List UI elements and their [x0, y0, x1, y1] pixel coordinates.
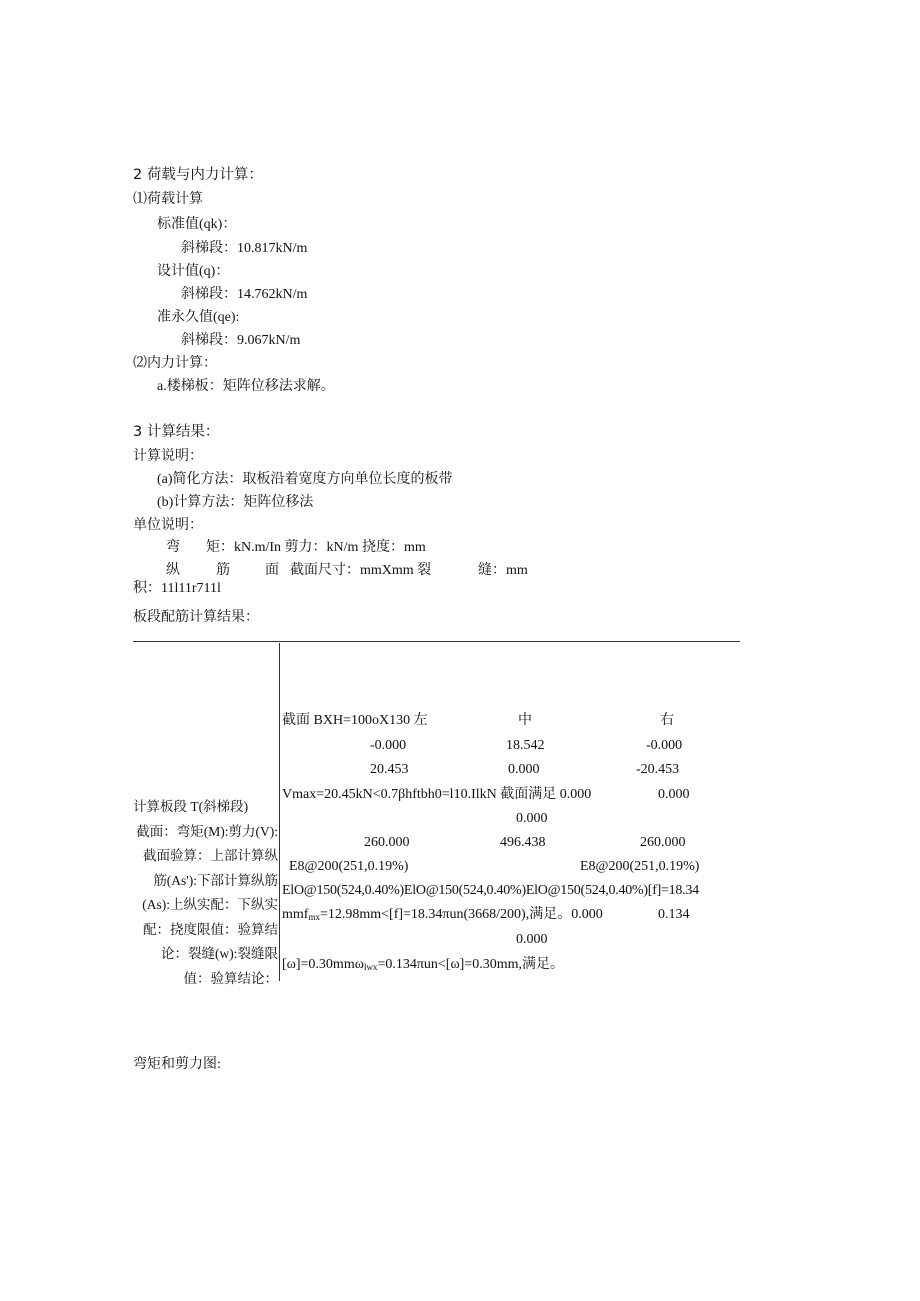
quasi-permanent-label: 准永久值(qe): [157, 310, 240, 325]
section-check: Vmax=20.45kN<0.7βhftbh0=l10.IlkN 截面满足 0.000 [282, 787, 592, 802]
moment-shear-diagram-label: 弯矩和剪力图: [133, 1057, 221, 1072]
moment-left: -0.000 [370, 738, 407, 753]
internal-force-method: a.楼梯板：矩阵位移法求解。 [157, 379, 335, 394]
crack-text-a: [ω]=0.30mmω [282, 957, 364, 972]
unit-line-3: 积：11l11r711l [133, 581, 221, 596]
crack-width-right: 0.134 [658, 907, 690, 922]
unit-line-2b: 筋 [216, 563, 230, 578]
design-value: 斜梯段：14.762kN/m [181, 287, 308, 302]
unit-line-2d: 截面尺寸：mmXmm 裂 [290, 563, 432, 578]
calc-method: (b)计算方法：矩阵位移法 [157, 495, 314, 510]
crack-subscript: lwx [363, 962, 378, 972]
row-label: 值：验算结论： [183, 970, 278, 986]
unit-line-1a: 弯 [166, 540, 180, 555]
top-calc-mid: 0.000 [516, 811, 548, 826]
section-size-header: 截面 BXH=100oX130 左 [282, 713, 428, 728]
col-mid-header: 中 [518, 713, 532, 728]
standard-value-label: 标准值(qk)： [157, 217, 237, 232]
internal-force-title: ⑵内力计算： [133, 356, 217, 371]
row-label: 截面验算：上部计算纵 [143, 848, 278, 863]
deflection-check [282, 906, 603, 926]
top-calc-right: 0.000 [658, 787, 690, 802]
quasi-permanent-value: 斜梯段：9.067kN/m [181, 333, 301, 348]
shear-right: -20.453 [636, 762, 680, 777]
shear-left: 20.453 [370, 762, 409, 777]
unit-line-1b: 矩：kN.m/In 剪力：kN/m 挠度：mm [206, 540, 426, 555]
table-title: 板段配筋计算结果： [133, 610, 259, 625]
bottom-rebar-row: ElO@150(524,0.40%)ElO@150(524,0.40%)ElO@150(524,0.40%)[f]=18.34 [282, 883, 699, 898]
unit-note-label: 单位说明： [133, 518, 203, 533]
bottom-calc-right: 260.000 [640, 835, 686, 850]
row-label: 配：挠度限值：验算结 [143, 921, 278, 937]
unit-line-2c: 面 [265, 563, 279, 578]
moment-right: -0.000 [646, 738, 683, 753]
section-2-heading: 2 荷载与内力计算： [133, 167, 263, 183]
calc-note-label: 计算说明： [133, 449, 203, 464]
unit-line-2a: 纵 [166, 563, 180, 578]
section-3-heading: 3 计算结果： [133, 424, 220, 440]
crack-check [282, 956, 564, 976]
table-top-rule [133, 641, 740, 642]
moment-mid: 18.542 [506, 738, 545, 753]
standard-value: 斜梯段：10.817kN/m [181, 241, 308, 256]
top-rebar-right: E8@200(251,0.19%) [580, 859, 700, 874]
top-rebar-left: E8@200(251,0.19%) [289, 859, 409, 874]
simplify-method: (a)简化方法：取板沿着宽度方向单位长度的板带 [157, 472, 453, 487]
bottom-calc-mid: 496.438 [500, 835, 546, 850]
row-label: (As):上纵实配：下纵实 [142, 897, 278, 912]
design-value-label: 设计值(q)： [157, 264, 230, 279]
row-label: 截面：弯矩(M):剪力(V): [136, 823, 278, 839]
shear-mid: 0.000 [508, 762, 540, 777]
crack-text-b: =0.134πun<[ω]=0.30mm,满足。 [377, 957, 565, 972]
row-label: 筋(As'):下部计算纵筋 [153, 872, 278, 888]
deflection-text-a: mmf [282, 907, 309, 922]
crack-width-mid: 0.000 [516, 932, 548, 947]
bottom-calc-left: 260.000 [364, 835, 410, 850]
load-calc-title: ⑴荷载计算 [133, 192, 203, 207]
table-column-divider [279, 643, 280, 981]
row-label: 计算板段 T(斜梯段) [133, 799, 249, 814]
deflection-subscript: mx [308, 912, 320, 922]
table-row-labels [133, 795, 278, 991]
row-label: 论：裂缝(w):裂缝限 [161, 946, 278, 961]
col-right-header: 右 [660, 713, 674, 728]
unit-line-2e: 缝：mm [478, 563, 528, 578]
deflection-text-b: =12.98mm<[f]=18.34πun(3668/200),满足。0.000 [319, 907, 603, 922]
